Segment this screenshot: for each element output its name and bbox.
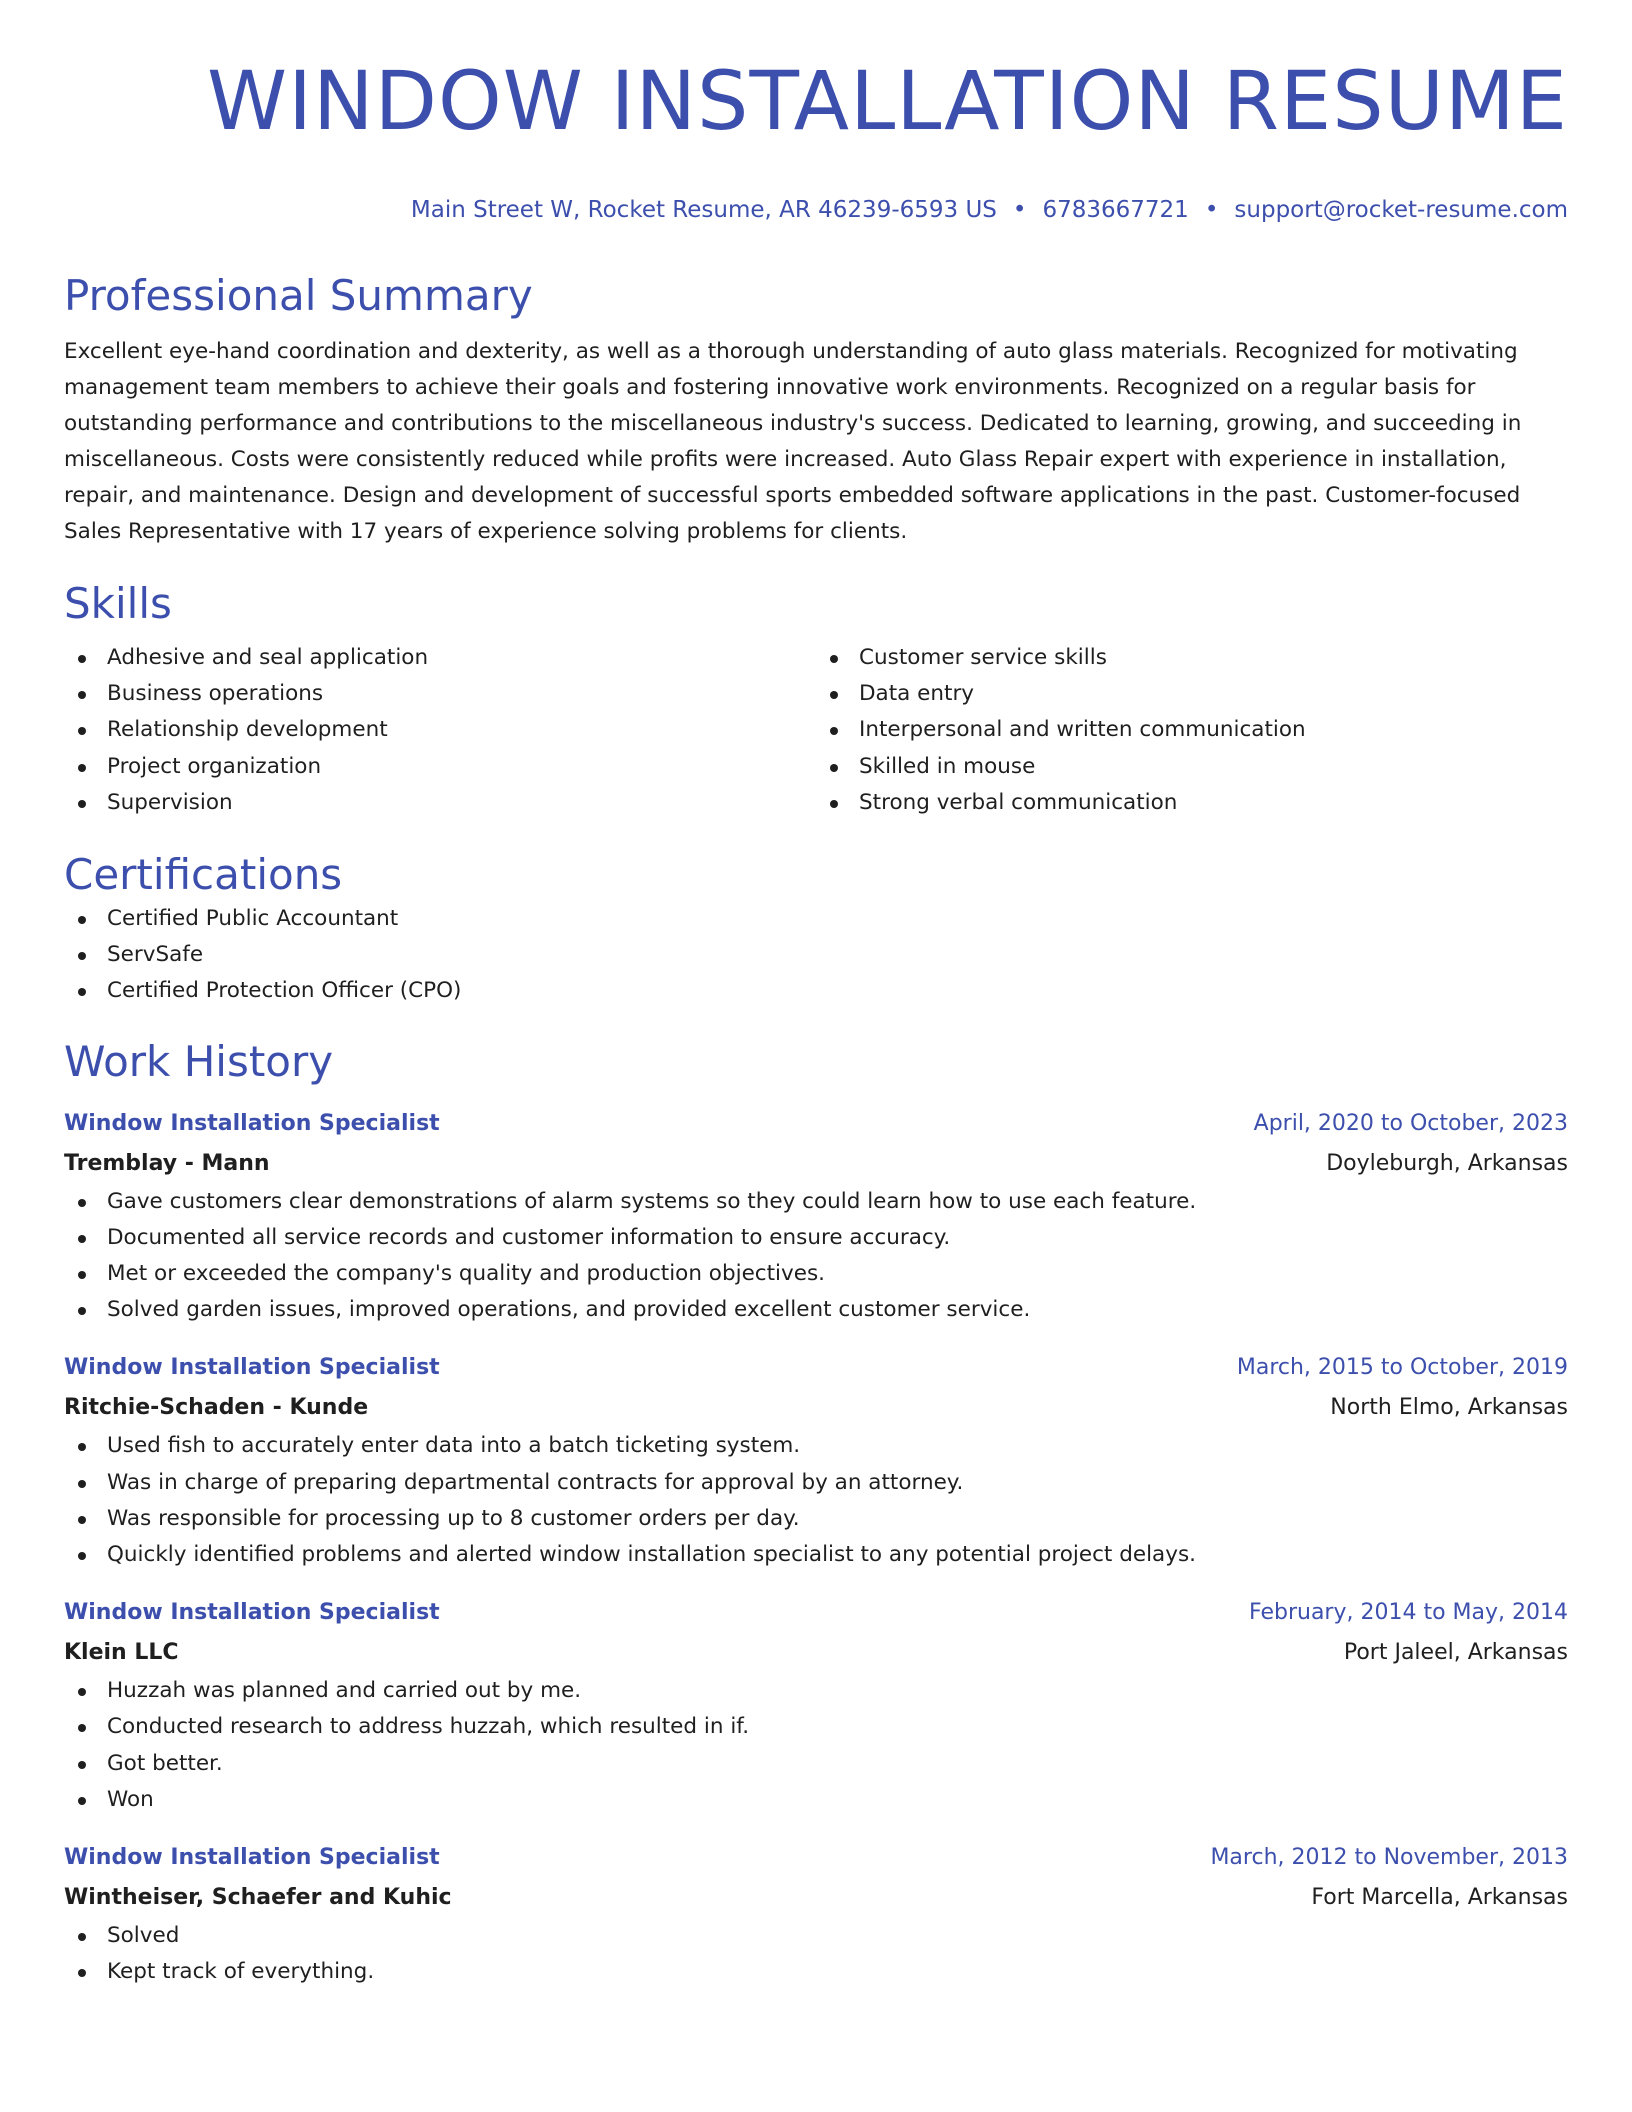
skill-item: Interpersonal and written communication <box>816 712 1568 748</box>
job-dates: March, 2015 to October, 2019 <box>1236 1355 1568 1381</box>
job-dates: April, 2020 to October, 2023 <box>1253 1110 1568 1136</box>
job-bullet: Was in charge of preparing departmental contracts for approval by an attorney. <box>64 1465 1568 1501</box>
job-entry <box>64 1348 1568 1573</box>
job-bullet: Gave customers clear demonstrations of alarm systems so they could learn how to use each feature. <box>64 1184 1568 1220</box>
job-bullet: Met or exceeded the company's quality and production objectives. <box>64 1256 1568 1292</box>
separator-dot: • <box>1012 197 1027 223</box>
job-company: Tremblay - Mann <box>64 1150 270 1176</box>
certification-item: Certified Protection Officer (CPO) <box>64 973 1568 1009</box>
skill-item: Skilled in mouse <box>816 749 1568 785</box>
skill-item: Data entry <box>816 676 1568 712</box>
job-bullet: Huzzah was planned and carried out by me. <box>64 1673 1568 1709</box>
job-dates: February, 2014 to May, 2014 <box>1249 1600 1568 1626</box>
work-history-heading: Work History <box>64 1036 334 1086</box>
job-bullet: Used fish to accurately enter data into a batch ticketing system. <box>64 1428 1568 1464</box>
skill-item: Customer service skills <box>816 640 1568 676</box>
separator-dot: • <box>1204 197 1219 223</box>
skill-item: Relationship development <box>64 712 816 748</box>
phone: 6783667721 <box>1042 197 1189 223</box>
job-bullet: Documented all service records and customer information to ensure accuracy. <box>64 1220 1568 1256</box>
email-link[interactable]: support@rocket-resume.com <box>1234 197 1568 223</box>
job-entry <box>64 1104 1568 1329</box>
job-entry <box>64 1838 1568 1990</box>
skill-item: Adhesive and seal application <box>64 640 816 676</box>
job-bullet: Was responsible for processing up to 8 customer orders per day. <box>64 1501 1568 1537</box>
certifications-list <box>64 901 1568 1010</box>
job-location: Port Jaleel, Arkansas <box>1343 1640 1568 1666</box>
resume-title: WINDOW INSTALLATION RESUME <box>207 55 1568 149</box>
job-company: Klein LLC <box>64 1640 179 1666</box>
skills-heading: Skills <box>64 579 172 628</box>
skill-item: Project organization <box>64 749 816 785</box>
job-bullet: Quickly identified problems and alerted window installation specialist to any potential project delays. <box>64 1537 1568 1573</box>
job-bullet: Kept track of everything. <box>64 1954 1568 1990</box>
job-bullet: Got better. <box>64 1746 1568 1782</box>
job-bullets <box>64 1184 1568 1329</box>
job-location: Fort Marcella, Arkansas <box>1311 1885 1568 1911</box>
address: Main Street W, Rocket Resume, AR 46239-6593 US <box>410 197 997 223</box>
job-dates: March, 2012 to November, 2013 <box>1210 1845 1568 1871</box>
job-title: Window Installation Specialist <box>64 1845 440 1871</box>
job-bullets <box>64 1428 1568 1573</box>
job-bullets <box>64 1918 1568 1990</box>
certification-item: ServSafe <box>64 937 1568 973</box>
job-company: Ritchie-Schaden - Kunde <box>64 1395 369 1421</box>
job-location: Doyleburgh, Arkansas <box>1326 1150 1568 1176</box>
job-location: North Elmo, Arkansas <box>1330 1395 1568 1421</box>
job-bullet: Solved garden issues, improved operations, and provided excellent customer service. <box>64 1292 1568 1328</box>
job-title: Window Installation Specialist <box>64 1355 440 1381</box>
job-bullets <box>64 1673 1568 1818</box>
skill-item: Business operations <box>64 676 816 712</box>
skill-item: Strong verbal communication <box>816 785 1568 821</box>
job-title: Window Installation Specialist <box>64 1110 440 1136</box>
job-bullet: Solved <box>64 1918 1568 1954</box>
job-company: Wintheiser, Schaefer and Kuhic <box>64 1885 452 1911</box>
summary-text: Excellent eye-hand coordination and dexterity, as well as a thorough understanding of auto glass materials. Recognized for motivating management team members to achieve their goals and fostering innovative work environments. Recognized on a regular basis for outstanding performance and contributions to the miscellaneous industry's success. Dedicated to learning, growing, and succeeding in miscellaneous. Costs were consistently reduced while profits were increased. Auto Glass Repair expert with experience in installation, repair, and maintenance. Design and development of successful sports embedded software applications in the past. Customer-focused Sales Representative with 17 years of experience solving problems for clients. <box>64 339 1522 544</box>
job-title: Window Installation Specialist <box>64 1600 440 1626</box>
certification-item: Certified Public Accountant <box>64 901 1568 937</box>
certifications-heading: Certifications <box>64 850 343 900</box>
skills-list-left <box>64 640 816 821</box>
job-bullet: Won <box>64 1782 1568 1818</box>
contact-line <box>64 194 1568 226</box>
skill-item: Supervision <box>64 785 816 821</box>
skills-grid <box>64 640 1568 821</box>
job-bullet: Conducted research to address huzzah, which resulted in if. <box>64 1709 1568 1745</box>
work-history-list <box>64 1104 1568 1991</box>
job-entry <box>64 1593 1568 1818</box>
skills-list-right <box>816 640 1568 821</box>
summary-heading: Professional Summary <box>64 271 533 320</box>
